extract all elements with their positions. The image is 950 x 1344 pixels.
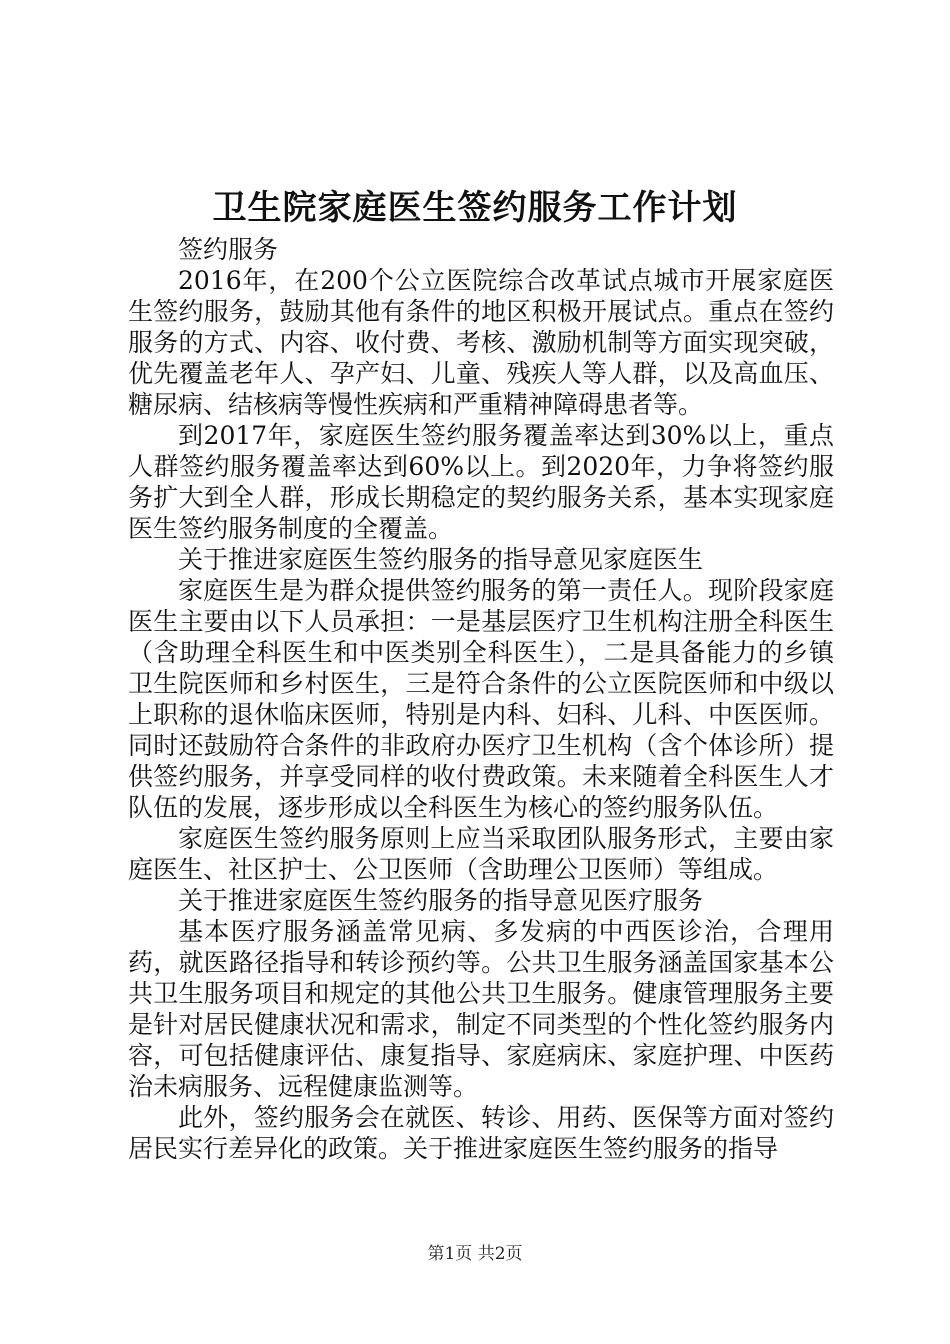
page-number-footer: 第1页 共2页 — [427, 1244, 523, 1264]
paragraph-coverage-goals: 到2017年，家庭医生签约服务覆盖率达到30%以上，重点人群签约服务覆盖率达到60%以上。到2020年，力争将签约服务扩大到全人群，形成长期稳定的契约服务关系，基本实现家庭医生签约服务制度的全覆盖。 — [128, 421, 834, 543]
paragraph-family-doctor-role: 家庭医生是为群众提供签约服务的第一责任人。现阶段家庭医生主要由以下人员承担：一是基层医疗卫生机构注册全科医生（含助理全科医生和中医类别全科医生），二是具备能力的乡镇卫生院医师和乡村医生，三是符合条件的公立医院医师和中级以上职称的退休临床医师，特别是内科、妇科、儿科、中医医师。同时还鼓励符合条件的非政府办医疗卫生机构（含个体诊所）提供签约服务，并享受同样的收付费政策。未来随着全科医生人才队伍的发展，逐步形成以全科医生为核心的签约服务队伍。 — [128, 576, 834, 822]
paragraph-section-medical-service: 关于推进家庭医生签约服务的指导意见医疗服务 — [178, 886, 704, 915]
paragraph-team-service: 家庭医生签约服务原则上应当采取团队服务形式，主要由家庭医生、社区护士、公卫医师（含助理公卫医师）等组成。 — [128, 824, 834, 884]
document-title: 卫生院家庭医生签约服务工作计划 — [212, 188, 738, 228]
document-body — [128, 234, 834, 1164]
paragraph-2016-pilot: 2016年，在200个公立医院综合改革试点城市开展家庭医生签约服务，鼓励其他有条件的地区积极开展试点。重点在签约服务的方式、内容、收付费、考核、激励机制等方面实现突破，优先覆盖老年人、孕产妇、儿童、残疾人等人群，以及高血压、糖尿病、结核病等慢性疾病和严重精神障碍患者等。 — [128, 266, 834, 419]
paragraph-intro-heading: 签约服务 — [178, 235, 279, 264]
paragraph-section-family-doctor: 关于推进家庭医生签约服务的指导意见家庭医生 — [178, 545, 704, 574]
paragraph-service-content: 基本医疗服务涵盖常见病、多发病的中西医诊治，合理用药，就医路径指导和转诊预约等。公共卫生服务涵盖国家基本公共卫生服务项目和规定的其他公共卫生服务。健康管理服务主要是针对居民健康状况和需求，制定不同类型的个性化签约服务内容，可包括健康评估、康复指导、家庭病床、家庭护理、中医药治未病服务、远程健康监测等。 — [128, 917, 834, 1101]
paragraph-differentiated-policy: 此外，签约服务会在就医、转诊、用药、医保等方面对签约居民实行差异化的政策。关于推进家庭医生签约服务的指导 — [128, 1103, 834, 1163]
